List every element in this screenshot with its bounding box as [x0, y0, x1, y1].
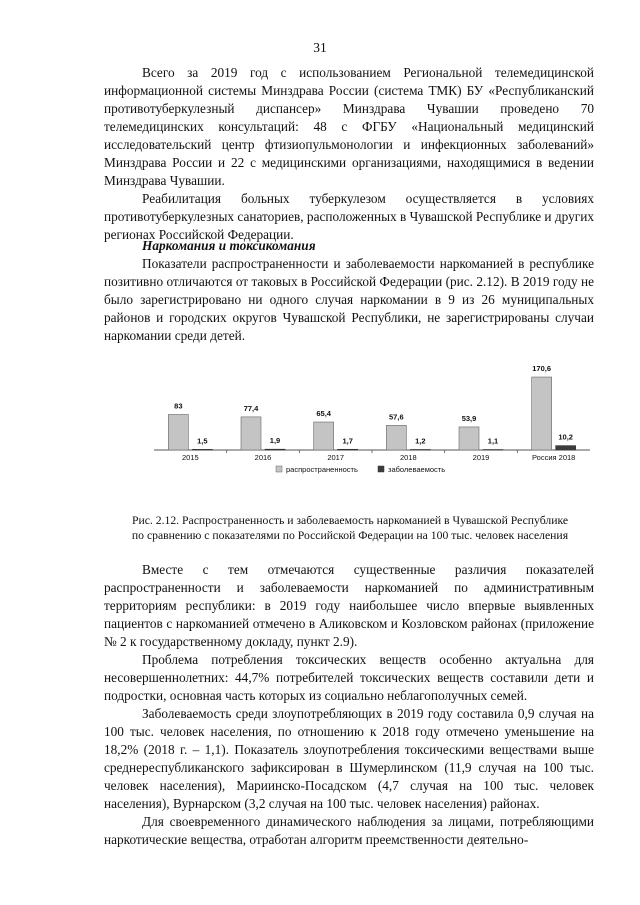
bar-incidence: [338, 449, 358, 450]
legend-label-incidence: заболеваемость: [388, 465, 446, 474]
data-label-incidence: 10,2: [558, 432, 573, 442]
bar-prevalence: [386, 425, 406, 450]
x-tick-label: 2015: [181, 453, 199, 462]
legend-label-prevalence: распространенность: [286, 465, 358, 474]
data-label-incidence: 1,2: [415, 436, 426, 446]
paragraph: Всего за 2019 год с использованием Региональной телемедицинской информационной системы Минздрава России (система ТМК) БУ «Республиканский противотуберкулезный диспансер» Минздрава Чувашии проведено 70 телемедицинских консультаций: 48 с ФГБУ «Национальный медицинский исследовательский центр фтизиопульмонологии и инфекционных заболеваний» Минздрава России и 22 с медицинскими организациями, находящимися в ведении Минздрава Чувашии.: [104, 65, 594, 188]
paragraph: Заболеваемость среди злоупотребляющих в 2019 году составила 0,9 случая на 100 тыс. человек населения, по отношению к 2018 году отмечено уменьшение на 18,2% (2018 г. – 1,1). Показатель злоупотребления токсическими веществами выше среднереспубликанского зафиксирован в Шумерлинском (11,9 случая на 100 тыс. человек населения), Мариинско-Посадском (4,7 случая на 100 тыс. человек населения), Вурнарском (3,2 случая на 100 тыс. человек населения) районах.: [104, 706, 594, 811]
x-tick-label: Россия 2018: [531, 453, 576, 462]
data-label-prevalence: 53,9: [461, 413, 477, 423]
data-label-prevalence: 65,4: [316, 409, 331, 419]
x-tick-label: 2017: [327, 453, 345, 462]
bar-prevalence: [532, 377, 552, 450]
paragraph: Проблема потребления токсических веществ особенно актуальна для несовершеннолетних: 44,7% потребителей токсических веществ составили дети и подростки, основная часть которых из социально неблагополучных семей.: [104, 652, 594, 703]
data-label-incidence: 1,9: [269, 436, 281, 446]
x-tick-label: 2018: [399, 453, 417, 462]
section-heading: Наркомания и токсикомания: [142, 238, 316, 253]
paragraph: Реабилитация больных туберкулезом осуществляется в условиях противотуберкулезных санаториев, расположенных в Чувашской Республике и других регионах Российской Федерации.: [104, 191, 594, 242]
bar-prevalence: [314, 422, 334, 450]
data-label-prevalence: 170,6: [532, 364, 552, 374]
paragraph: Вместе с тем отмечаются существенные различия показателей распространенности и заболеваемости наркоманией по административным территориям республики: в 2019 году наибольшее число впервые выявленных пациентов с наркоманией отмечено в Аликовском и Козловском районах (приложение № 2 к государственному докладу, пункт 2.9).: [104, 562, 594, 649]
bar-prevalence: [459, 427, 479, 450]
legend-swatch-incidence: [378, 466, 384, 472]
bar-prevalence: [241, 417, 261, 450]
section-text: [104, 255, 594, 345]
page-number: 31: [313, 40, 327, 55]
data-label-prevalence: 57,6: [389, 412, 404, 422]
data-label-prevalence: 77,4: [243, 403, 259, 413]
bar-incidence: [192, 449, 212, 450]
data-label-incidence: 1,1: [487, 436, 499, 446]
bar-chart: [154, 366, 590, 484]
figure-caption: [100, 513, 600, 543]
bar-incidence: [410, 449, 430, 450]
bar-prevalence: [168, 414, 188, 450]
chart-canvas: [154, 366, 590, 484]
legend-swatch-prevalence: [276, 466, 282, 472]
x-tick-label: 2019: [472, 453, 490, 462]
body-text: [104, 561, 594, 849]
bar-incidence: [265, 449, 285, 450]
paragraph: Для своевременного динамического наблюдения за лицами, потребляющими наркотические вещества, отработан алгоритм преемственности деятельно-: [104, 814, 594, 847]
caption-line: Рис. 2.12. Распространенность и заболеваемость наркоманией в Чувашской Республике: [131, 514, 569, 527]
caption-line: по сравнению с показателями по Российской Федерации на 100 тыс. человек населения: [131, 529, 569, 542]
bar-incidence: [556, 446, 576, 450]
data-label-incidence: 1,5: [197, 436, 208, 446]
intro-text: [104, 64, 594, 244]
data-label-prevalence: 83: [174, 401, 183, 411]
x-tick-label: 2016: [254, 453, 272, 462]
paragraph: Показатели распространенности и заболеваемости наркоманией в республике позитивно отличаются от таковых в Российской Федерации (рис. 2.12). В 2019 году не было зарегистрировано ни одного случая наркомании в 9 из 26 муниципальных районов и городских округов Чувашской Республики, не зарегистрированы случаи наркомании среди детей.: [104, 256, 594, 343]
data-label-incidence: 1,7: [342, 436, 353, 446]
